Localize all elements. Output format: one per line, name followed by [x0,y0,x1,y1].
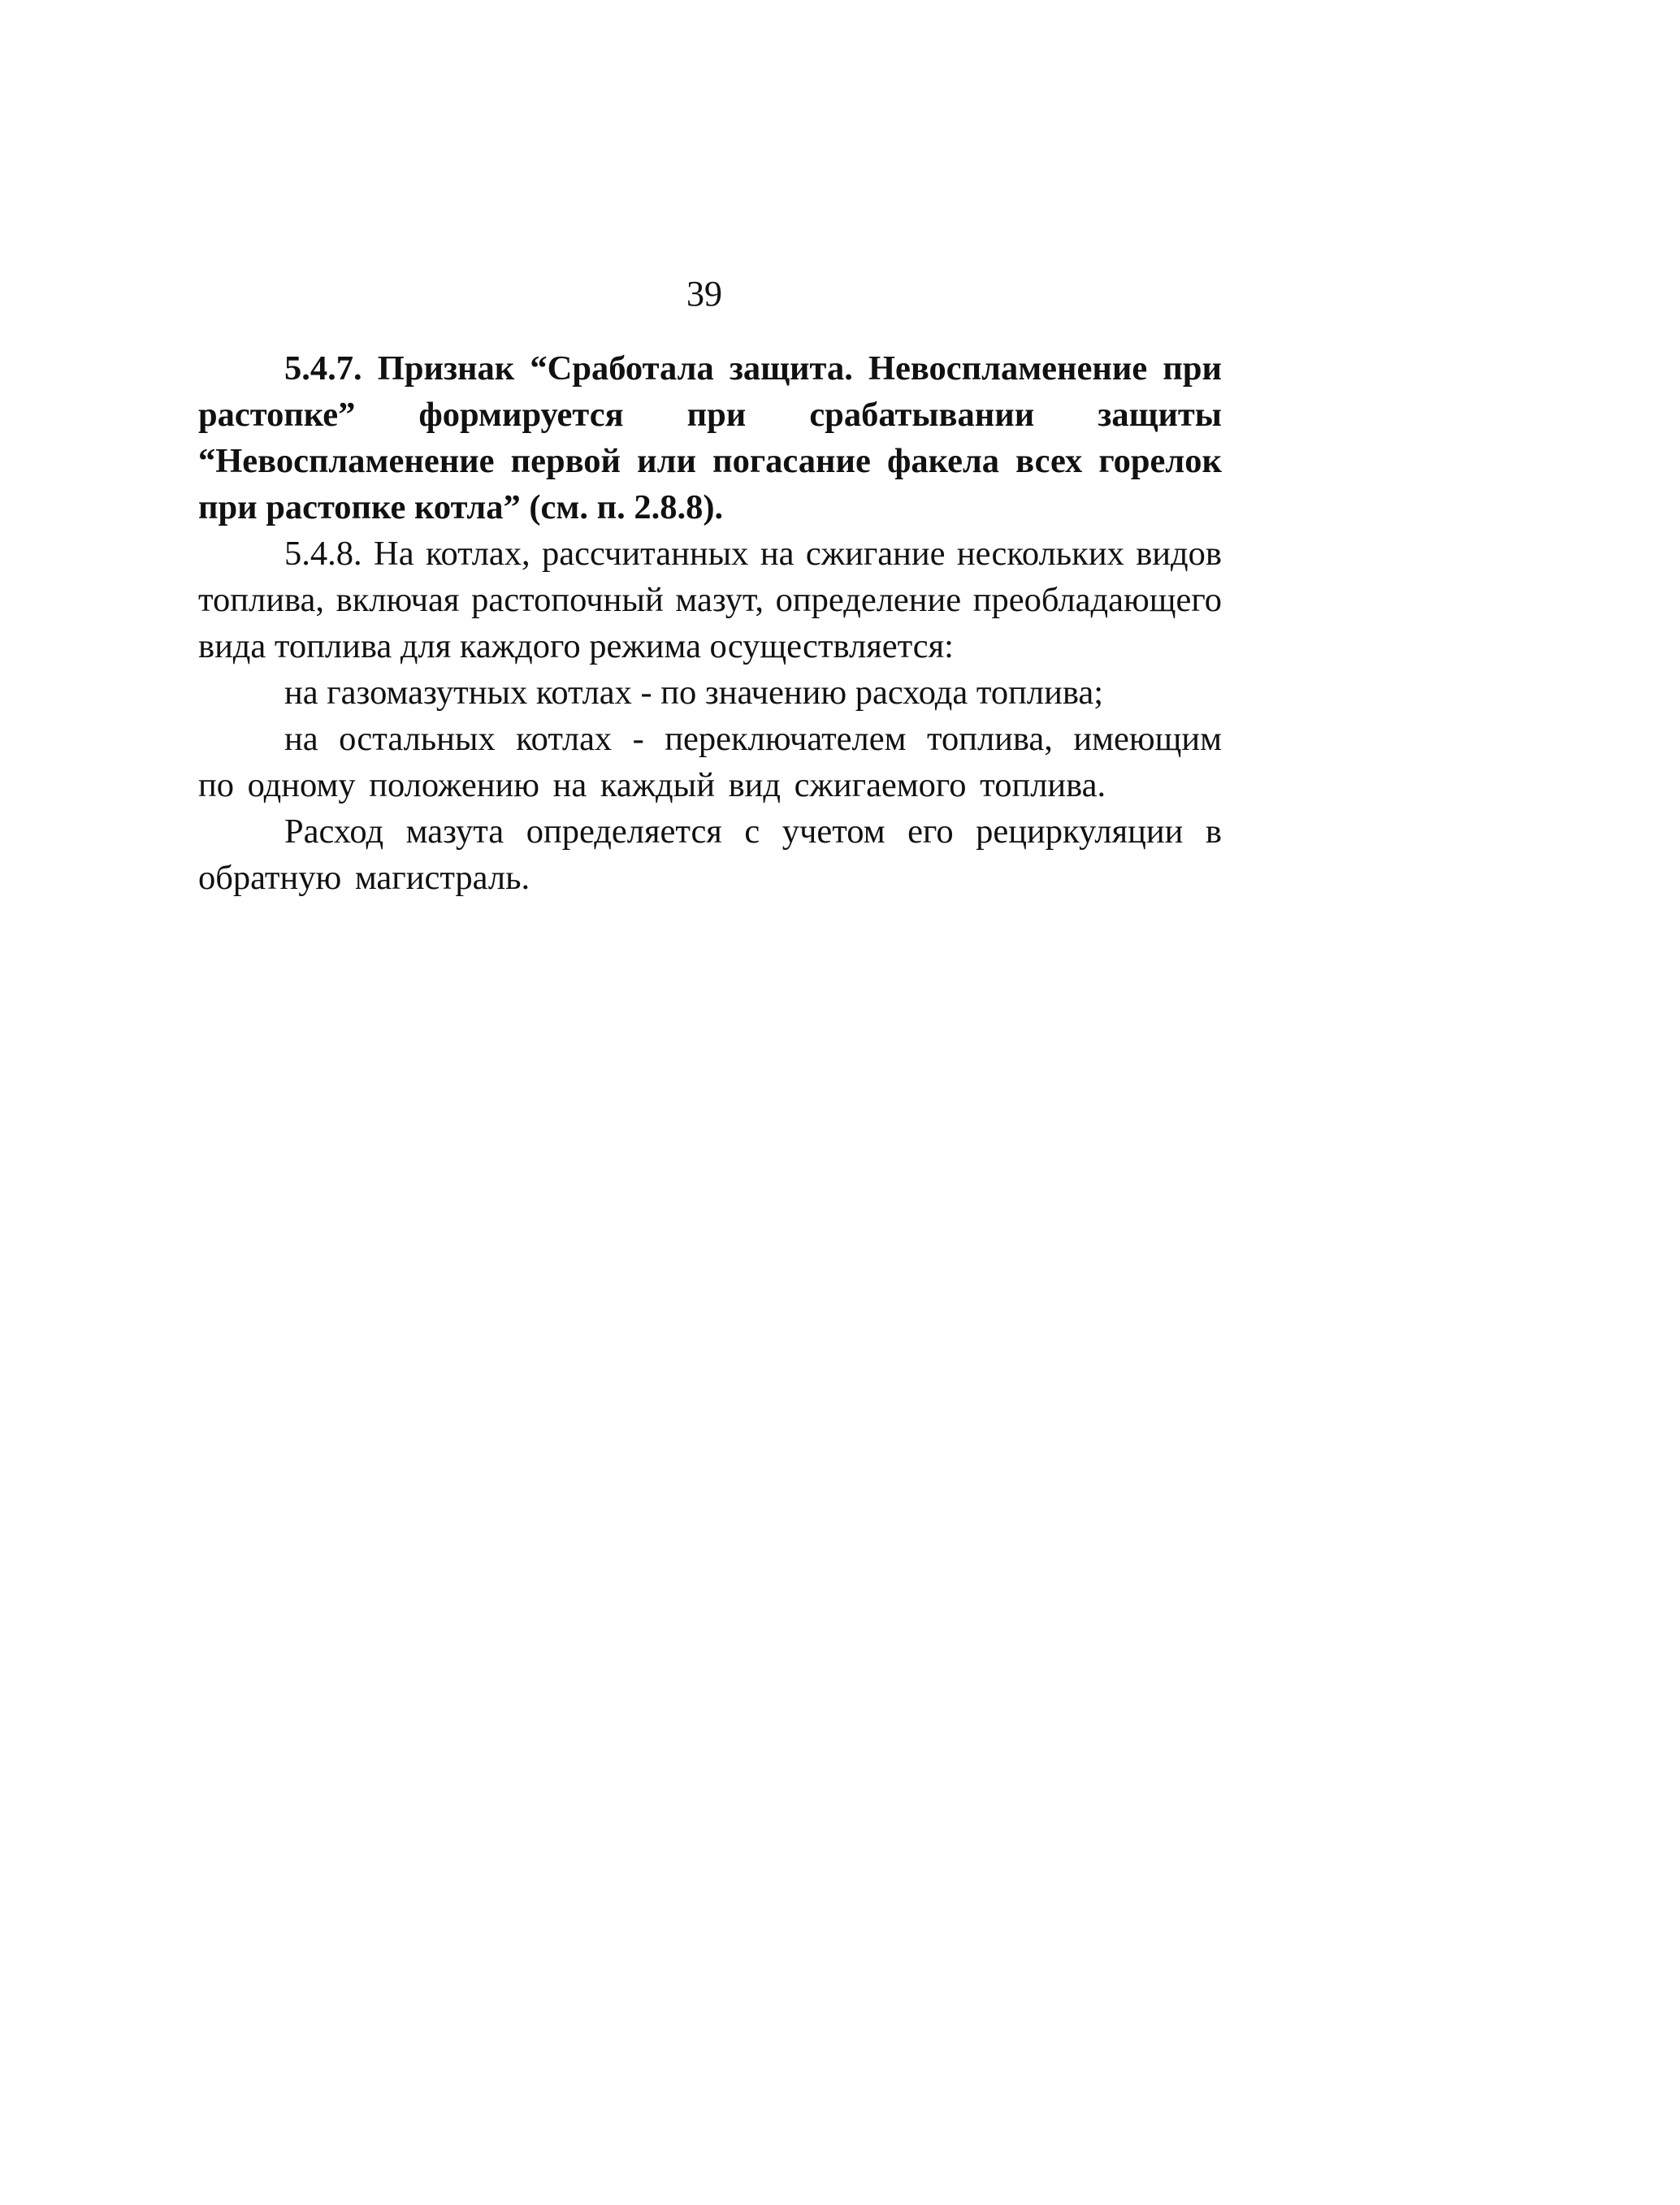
paragraph-fuel-oil-flow: Расход мазута определяется с учетом его рециркуляции в обратную магистраль. [198,812,1222,897]
page-body [198,345,1222,901]
paragraph-other-boilers: на остальных котлах - переключателем топлива, имеющим по одному положению на каждый вид сжигаемого топлива. [198,720,1222,804]
paragraph-gas-oil-boilers: на газомазутных котлах - по значению расхода топлива; [284,674,1104,712]
page-number: 39 [686,274,722,314]
paragraph-5-4-7: 5.4.7. Признак “Сработала защита. Невоспламенение при растопке” формируется при срабатывании защиты “Невоспламенение первой или погасание факела всех горелок при растопке котла” (см. п. 2.8.8). [198,349,1222,526]
paragraph-5-4-8: 5.4.8. На котлах, рассчитанных на сжигание нескольких видов топлива, включая растопочный мазут, определение преобладающего вида топлива для каждого режима осуществляется: [198,535,1222,665]
